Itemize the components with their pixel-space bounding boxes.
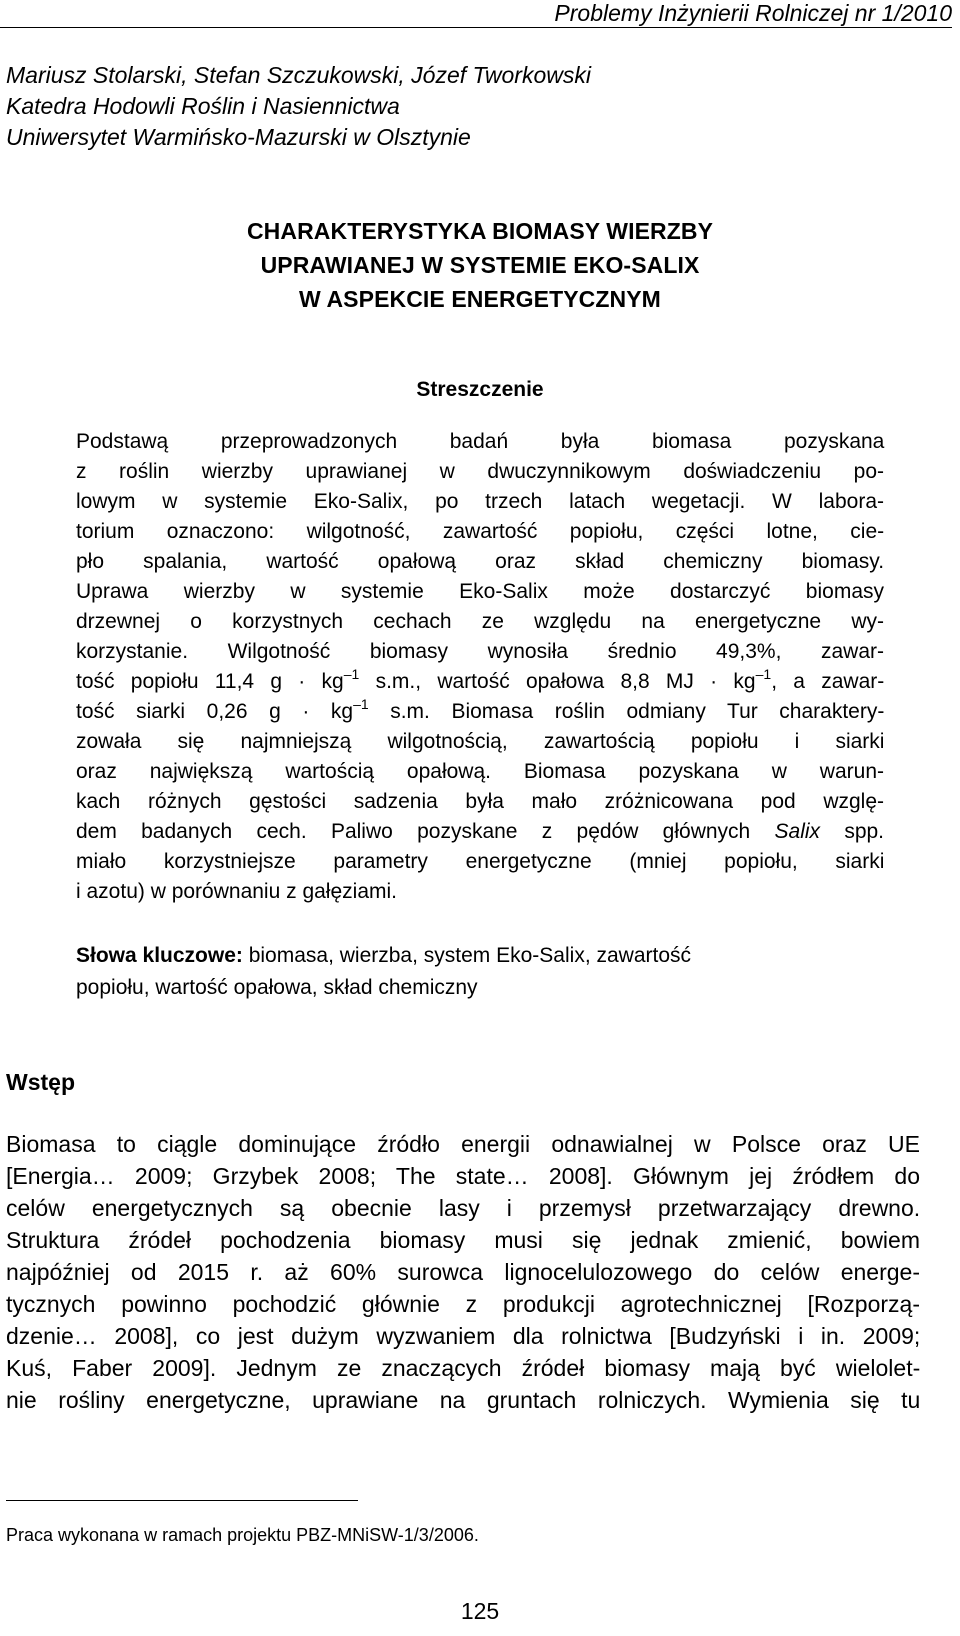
abstract-line: miało korzystniejsze parametry energetyczne (mniej popiołu, siarki	[76, 850, 885, 873]
abstract-line: zowała się najmniejszą wilgotnością, zawartością popiołu i siarki	[76, 730, 885, 753]
abstract-body	[76, 427, 884, 907]
abstract-line: Uprawa wierzby w systemie Eko-Salix może dostarczyć biomasy	[76, 580, 885, 603]
species-name: Salix	[774, 820, 821, 843]
abstract-fragment: s.m. Biomasa roślin odmiany Tur charaktery-	[368, 700, 885, 723]
journal-title: Problemy Inżynierii Rolniczej nr 1/2010	[554, 0, 952, 26]
abstract-line: torium oznaczono: wilgotność, zawartość popiołu, części lotne, cie-	[76, 520, 885, 543]
abstract-line: korzystanie. Wilgotność biomasy wynosiła średnio 49,3%, zawar-	[76, 640, 884, 663]
abstract-line: z roślin wierzby uprawianej w dwuczynnikowym doświadczeniu po-	[76, 460, 884, 483]
keywords-block	[76, 940, 884, 1004]
title-line: CHARAKTERYSTYKA BIOMASY WIERZBY	[246, 218, 714, 244]
title-line: W ASPEKCIE ENERGETYCZNYM	[299, 286, 661, 312]
abstract-line: Podstawą przeprowadzonych badań była biomasa pozyskana	[76, 430, 885, 453]
paper-title	[0, 214, 960, 316]
author-names: Mariusz Stolarski, Stefan Szczukowski, Józef Tworkowski	[6, 62, 591, 88]
keywords-line	[76, 940, 884, 972]
keywords-label: Słowa kluczowe:	[76, 944, 243, 967]
body-line: nie rośliny energetyczne, uprawiane na gruntach rolniczych. Wymienia się tu	[6, 1387, 921, 1413]
body-line: tycznych powinno pochodzić głównie z produkcji agrotechnicznej [Rozporzą-	[6, 1291, 920, 1317]
body-paragraph	[6, 1128, 920, 1416]
abstract-fragment: tość siarki 0,26 g · kg	[76, 700, 354, 723]
body-line: dzenie… 2008], co jest dużym wyzwaniem dla rolnictwa [Budzyński i in. 2009;	[6, 1323, 921, 1349]
exponent: –1	[755, 666, 772, 682]
title-line: UPRAWIANEJ W SYSTEMIE EKO-SALIX	[260, 252, 700, 278]
body-line: [Energia… 2009; Grzybek 2008; The state… 2008]. Głównym jej źródłem do	[6, 1163, 920, 1189]
abstract-fragment: dem badanych cech. Paliwo pozyskane z pędów głównych	[76, 820, 751, 843]
author-department: Katedra Hodowli Roślin i Nasiennictwa	[6, 93, 400, 119]
body-line: najpóźniej od 2015 r. aż 60% surowca lignocelulozowego do celów energe-	[6, 1259, 920, 1285]
author-block	[6, 60, 591, 153]
author-university: Uniwersytet Warmińsko-Mazurski w Olsztynie	[6, 124, 471, 150]
body-line: Kuś, Faber 2009]. Jednym ze znaczących źródeł biomasy mają być wielolet-	[6, 1355, 921, 1381]
abstract-line: pło spalania, wartość opałową oraz skład chemiczny biomasy.	[76, 550, 885, 573]
abstract-fragment: tość popiołu 11,4 g · kg	[76, 670, 344, 693]
section-heading: Wstęp	[6, 1069, 75, 1095]
running-header	[0, 0, 952, 28]
abstract-line: i azotu) w porównaniu z gałęziami.	[76, 880, 397, 903]
footnote-divider	[6, 1500, 358, 1501]
page-number: 125	[460, 1598, 500, 1624]
abstract-line	[76, 667, 884, 697]
abstract-line: kach różnych gęstości sadzenia była mało zróżnicowana pod wzglę-	[76, 790, 884, 813]
body-line: celów energetycznych są obecnie lasy i przemysł przetwarzający drewno.	[6, 1195, 921, 1221]
abstract-line	[76, 817, 884, 847]
abstract-heading: Streszczenie	[416, 378, 544, 401]
abstract-fragment: s.m., wartość opałowa 8,8 MJ · kg	[359, 670, 756, 693]
exponent: –1	[353, 696, 369, 712]
body-line: Struktura źródeł pochodzenia biomasy musi się jednak zmienić, bowiem	[6, 1227, 920, 1253]
abstract-fragment: , a zawar-	[771, 670, 885, 693]
abstract-line	[76, 697, 884, 727]
abstract-fragment: spp.	[844, 820, 885, 843]
exponent: –1	[343, 666, 360, 682]
keywords-list: biomasa, wierzba, system Eko-Salix, zawartość	[242, 944, 692, 967]
abstract-line: oraz największą wartością opałową. Biomasa pozyskana w warun-	[76, 760, 884, 783]
abstract-line: drzewnej o korzystnych cechach ze względu na energetyczne wy-	[76, 610, 884, 633]
body-line: Biomasa to ciągle dominujące źródło energii odnawialnej w Polsce oraz UE	[6, 1131, 920, 1157]
footnote: Praca wykonana w ramach projektu PBZ-MNiSW-1/3/2006.	[6, 1525, 479, 1545]
abstract-line: lowym w systemie Eko-Salix, po trzech latach wegetacji. W labora-	[76, 490, 884, 513]
keywords-line: popiołu, wartość opałowa, skład chemiczny	[76, 976, 478, 999]
